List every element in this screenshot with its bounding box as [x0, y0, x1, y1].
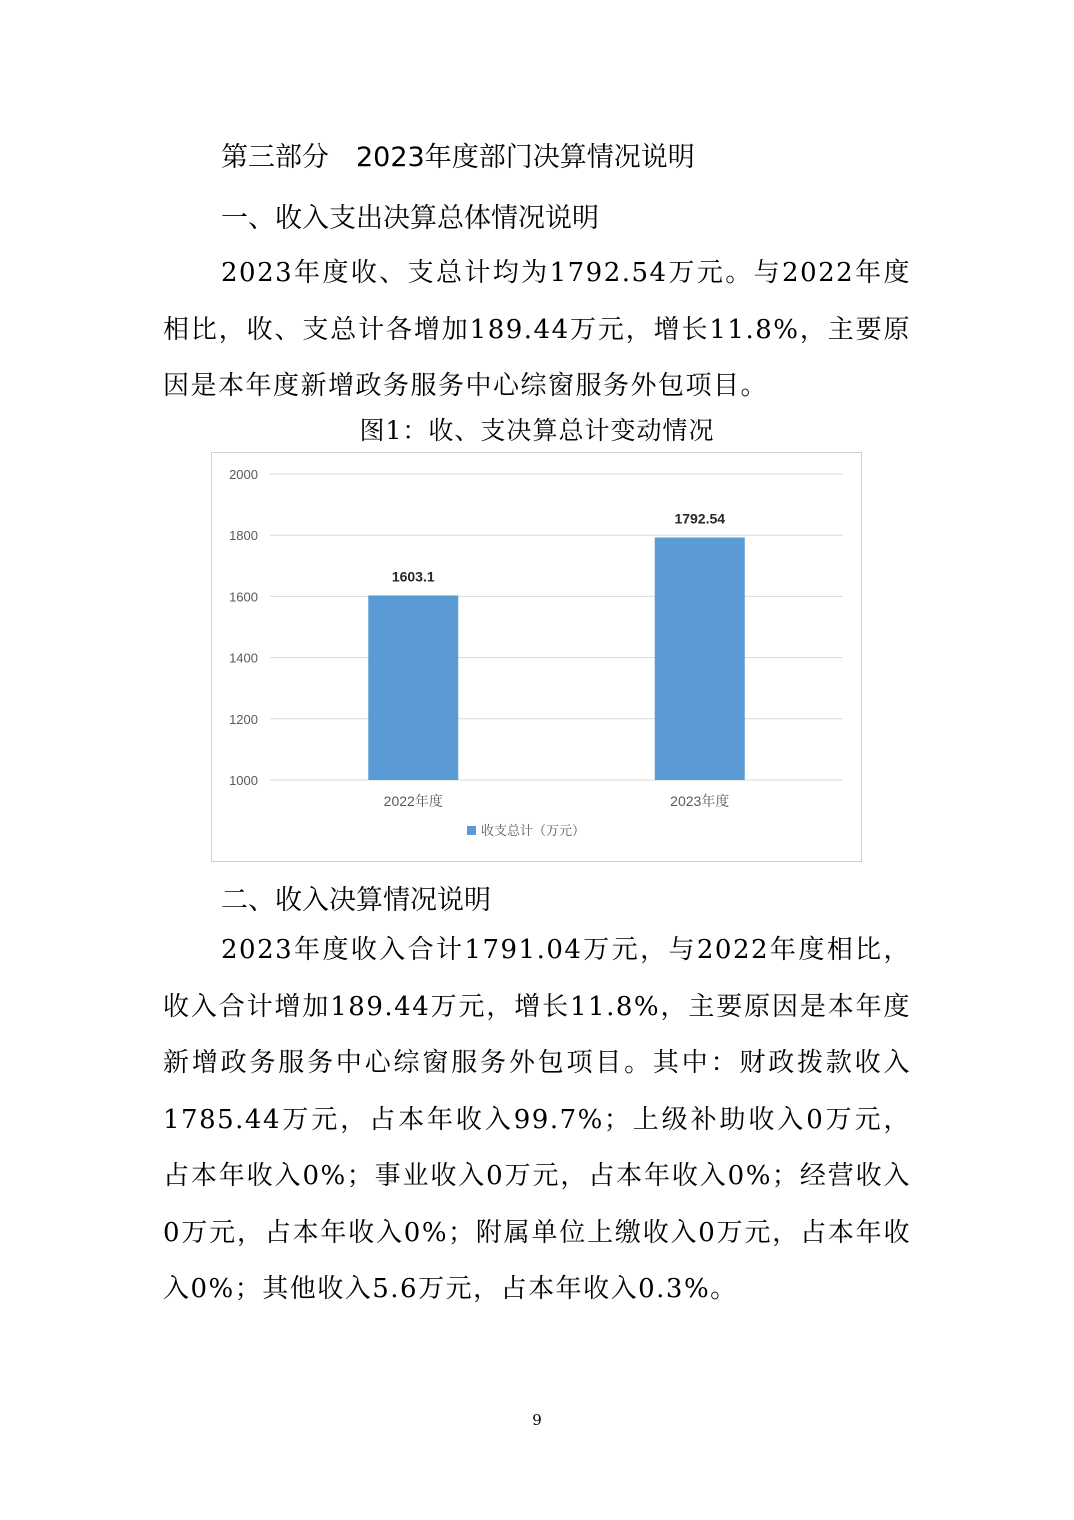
y-tick-label: 1000	[229, 773, 258, 788]
section2-heading: 二、收入决算情况说明	[221, 885, 491, 916]
data-label: 1603.1	[391, 568, 435, 585]
data-label: 1792.54	[674, 510, 726, 527]
y-tick-label: 2000	[229, 467, 258, 482]
bar-2023年度	[655, 537, 745, 780]
x-tick-label: 2022年度	[383, 793, 443, 809]
bar-chart	[211, 452, 862, 862]
y-tick-label: 1200	[229, 711, 258, 727]
section1-heading: 一、收入支出决算总体情况说明	[221, 203, 599, 234]
part-title: 第三部分 2023年度部门决算情况说明	[221, 142, 695, 173]
section2-paragraph: 2023年度收入合计1791.04万元，与2022年度相比，收入合计增加189.44万元，增长11.8%，主要原因是本年度新增政务服务中心综窗服务外包项目。其中：财政拨款收入1785.44万元，占本年收入99.7%；上级补助收入0万元，占本年收入0%；事业收入0万元，占本年收入0%；经营收入0万元，占本年收入0%；附属单位上缴收入0万元，占本年收入0%；其他收入5.6万元，占本年收入0.3%。	[163, 935, 911, 1304]
page-number: 9	[532, 1411, 542, 1429]
y-tick-label: 1600	[229, 589, 258, 605]
bar-2022年度	[368, 595, 458, 780]
legend-label: 收支总计（万元）	[481, 823, 586, 838]
section1-paragraph: 2023年度收、支总计均为1792.54万元。与2022年度相比，收、支总计各增加189.44万元，增长11.8%，主要原因是本年度新增政务服务中心综窗服务外包项目。	[163, 258, 911, 401]
legend-swatch	[467, 826, 476, 835]
y-tick-label: 1800	[229, 528, 258, 544]
x-tick-label: 2023年度	[670, 793, 730, 809]
y-tick-label: 1400	[229, 650, 258, 666]
chart-svg	[212, 453, 863, 863]
figure-caption: 图1：收、支决算总计变动情况	[359, 416, 715, 445]
